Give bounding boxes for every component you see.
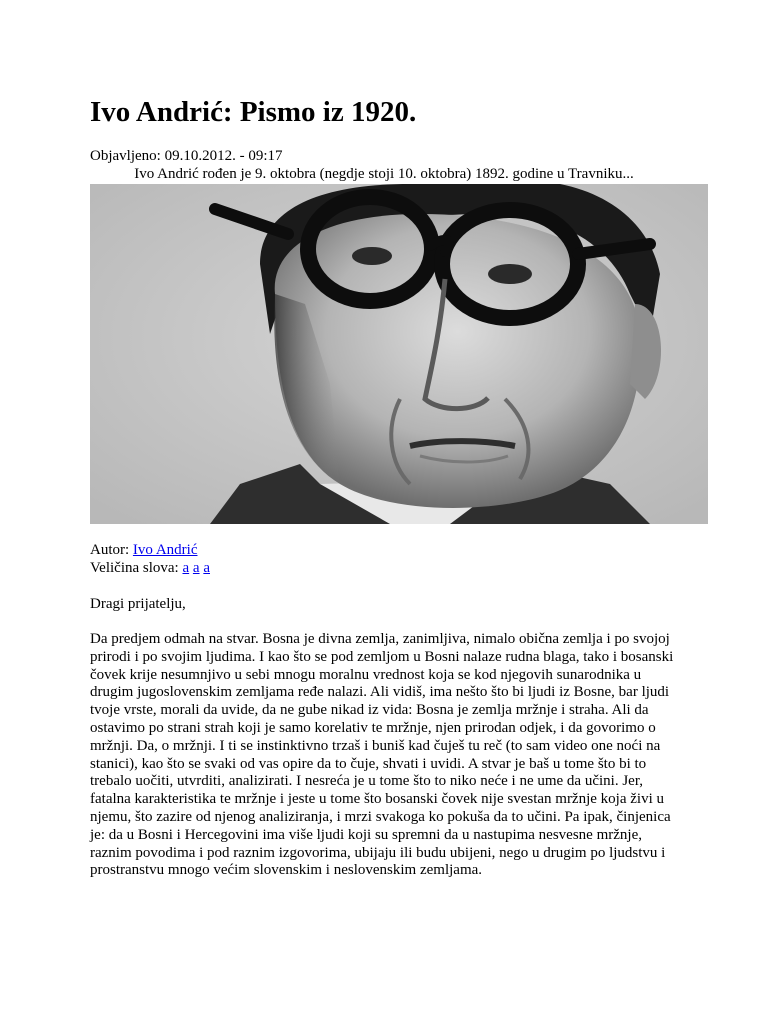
font-size-label: Veličina slova: [90,560,183,576]
body-line: ostavimo po strani strah koji je samo korelativ te mržnje, njen prirodan odjek, i da govorimo o [90,719,656,736]
body-line: čovek krije nesumnjivo u sebi mnogu moralnu vrednost koja se kod njegovih sunarodnika u [90,666,642,683]
body-line: njemu, što zazire od njenog analiziranja, i mrzi svakoga ko pokuša da to učini. Pa ipak, činjenica [90,808,671,825]
published-date: Objavljeno: 09.10.2012. - 09:17 [90,148,283,164]
body-line: prostranstvu mnogo većim slovenskim i neslovenskim zemljama. [90,862,483,879]
font-size-large-link[interactable]: a [203,560,210,576]
font-size-medium-link[interactable]: a [192,560,200,576]
page-title: Ivo Andrić: Pismo iz 1920. [90,96,417,128]
body-line: je: da u Bosni i Hercegovini ima više ljudi koji su spremni da u nastupima nesvesne mržnje, [90,826,642,843]
article-lead: Ivo Andrić rođen je 9. oktobra (negdje stoji 10. oktobra) 1892. godine u Travniku... [134,166,634,182]
author-line [90,541,198,559]
body-line: prirodi i po svojim ljudima. I kao što se pod zemljom u Bosni nalaze rudna blaga, tako i bosanski [90,648,674,665]
author-label: Autor: [90,542,133,558]
font-size-controls [90,559,210,577]
body-line: trebalo uočiti, utvrditi, analizirati. I nesreća je u tome što to niko neće i ne ume da učini. Jer, [90,773,643,790]
font-size-small-link[interactable]: a [182,560,190,576]
body-line: raznim povodima i pod raznim izgovorima, ubijaju ili budu ubijeni, nego u drugim po ljudstvu i [90,844,666,861]
body-line: fatalna karakteristika te mržnje i jeste u tome što bosanski čovek nije svestan mržnje koja živi u [90,791,664,808]
letter-greeting: Dragi prijatelju, [90,596,186,612]
body-line: stanici), kao što se svaki od vas opire da to čuje, shvati i uvidi. A stvar je baš u tome što bi to [90,755,647,772]
author-link[interactable]: Ivo Andrić [132,542,198,558]
body-line: Da predjem odmah na stvar. Bosna je divna zemlja, zanimljiva, nimalo obična zemlja i po svojoj [90,631,670,647]
letter-body [90,631,682,880]
body-line: mržnji. Da, o mržnji. I ti se instinktivno trzaš i buniš kad čuješ tu reč (to sam video one noći na [90,737,661,754]
author-portrait-photo [90,184,708,524]
body-line: drugim jugoslovenskim zemljama ređe nalazi. Ali vidiš, ima nešto što bi ljudi iz Bosne, bar ljudi [90,684,670,701]
body-line: tvoje vrste, morali da uvide, da ne gube nikad iz vida: Bosna je zemlja mržnje i straha. Ali da [90,702,649,719]
